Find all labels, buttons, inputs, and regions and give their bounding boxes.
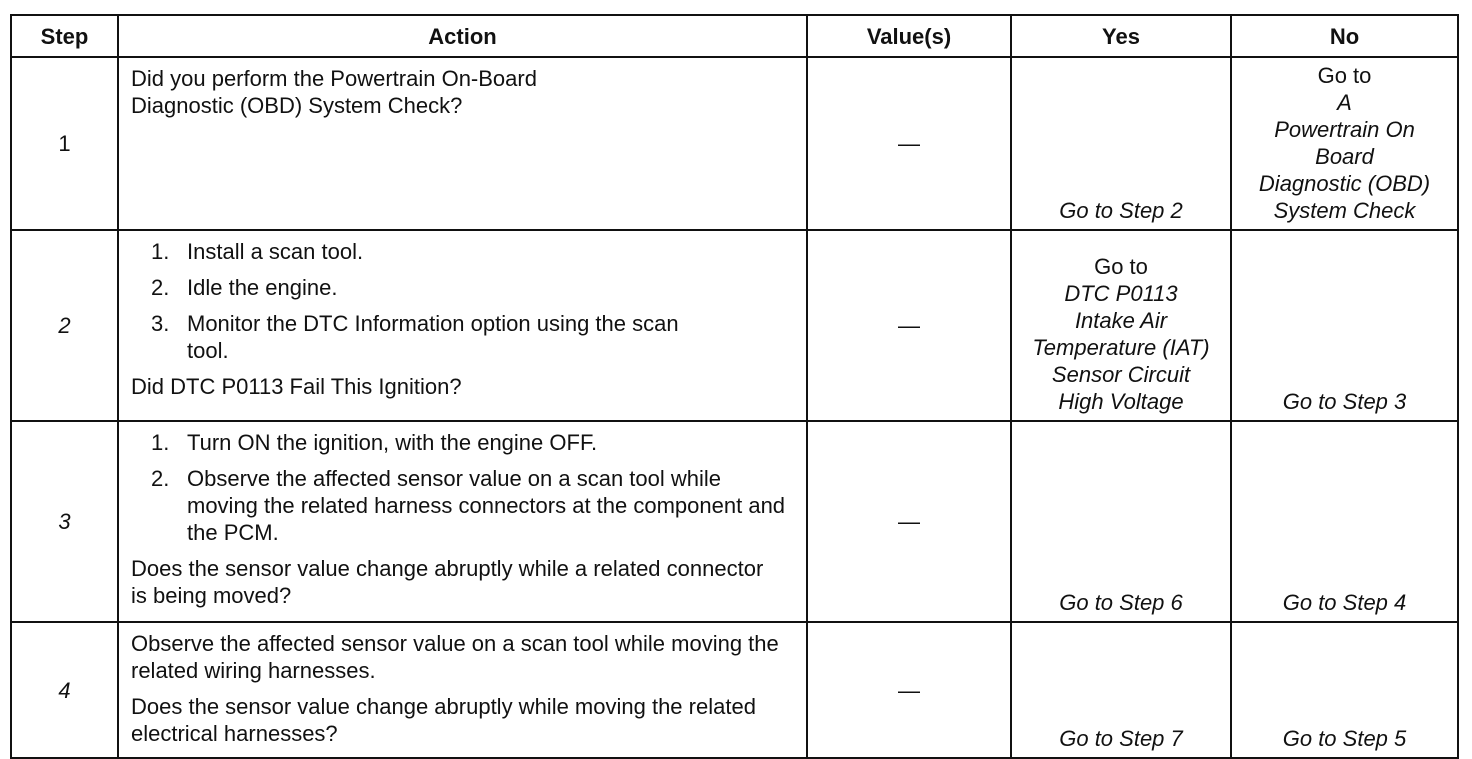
header-step: Step: [11, 15, 118, 57]
yes-cell: [1011, 622, 1231, 758]
header-yes: Yes: [1011, 15, 1231, 57]
yes-line: Sensor Circuit: [1051, 362, 1191, 387]
action-cell: [118, 230, 807, 421]
yes-line: Temperature (IAT): [1032, 335, 1210, 360]
no-link[interactable]: Go to Step 3: [1282, 389, 1407, 414]
table-row: [11, 57, 1458, 230]
no-cell: [1231, 622, 1458, 758]
step-number: 3: [11, 421, 118, 622]
table-row: [11, 230, 1458, 421]
yes-line: High Voltage: [1058, 389, 1184, 414]
step-number: 4: [11, 622, 118, 758]
no-cell: [1231, 421, 1458, 622]
yes-prefix: Go to: [1094, 254, 1148, 279]
value-dash: —: [898, 313, 920, 338]
no-link[interactable]: [1235, 62, 1454, 224]
action-step: Observe the affected sensor value on a scan tool while moving the related harness connectors at the component and the PCM.: [187, 466, 786, 545]
action-step: Turn ON the ignition, with the engine OFF.: [187, 430, 598, 455]
yes-cell: [1011, 230, 1231, 421]
yes-link[interactable]: Go to Step 6: [1059, 590, 1183, 615]
yes-link[interactable]: Go to Step 2: [1059, 198, 1183, 223]
yes-line: DTC P0113: [1064, 281, 1178, 306]
no-cell: [1231, 230, 1458, 421]
header-row: [11, 15, 1458, 57]
action-steps: [131, 238, 798, 364]
no-link[interactable]: Go to Step 4: [1282, 590, 1407, 615]
action-text: Did you perform the Powertrain On-Board Diagnostic (OBD) System Check?: [131, 66, 537, 118]
table-row: [11, 622, 1458, 758]
no-line: Diagnostic (OBD): [1258, 171, 1431, 196]
no-line: Board: [1315, 144, 1374, 169]
action-cell: [118, 421, 807, 622]
action-step: Install a scan tool.: [187, 239, 364, 264]
yes-cell: [1011, 421, 1231, 622]
no-line: System Check: [1273, 198, 1416, 223]
action-cell: [118, 622, 807, 758]
no-line: Powertrain On: [1274, 117, 1415, 142]
action-question: Does the sensor value change abruptly while moving the related electrical harnesses?: [131, 694, 756, 746]
action-step: Monitor the DTC Information option using the scan tool.: [187, 311, 679, 363]
value-dash: —: [898, 677, 920, 703]
step-number: 1: [11, 57, 118, 230]
action-cell: [118, 57, 807, 230]
table-row: [11, 421, 1458, 622]
diagnostic-table: [10, 14, 1459, 759]
yes-link[interactable]: Go to Step 7: [1059, 726, 1183, 751]
step-number: 2: [11, 230, 118, 421]
header-action: Action: [118, 15, 807, 57]
value-dash: —: [898, 131, 920, 156]
value-cell: [807, 421, 1011, 622]
action-question: Does the sensor value change abruptly while a related connector is being moved?: [131, 556, 764, 608]
action-step: Idle the engine.: [187, 275, 338, 300]
no-prefix: Go to: [1317, 63, 1372, 88]
yes-line: Intake Air: [1074, 308, 1168, 333]
action-text: Observe the affected sensor value on a scan tool while moving the related wiring harnesses.: [131, 631, 779, 683]
value-cell: [807, 622, 1011, 758]
action-steps: [131, 429, 798, 546]
value-cell: [807, 57, 1011, 230]
value-dash: —: [898, 509, 920, 534]
no-link[interactable]: Go to Step 5: [1282, 726, 1407, 751]
action-question: Did DTC P0113 Fail This Ignition?: [131, 374, 462, 399]
yes-cell: [1011, 57, 1231, 230]
header-no: No: [1231, 15, 1458, 57]
no-line: A: [1337, 90, 1352, 115]
yes-link[interactable]: [1015, 253, 1227, 415]
value-cell: [807, 230, 1011, 421]
header-values: Value(s): [807, 15, 1011, 57]
no-cell: [1231, 57, 1458, 230]
